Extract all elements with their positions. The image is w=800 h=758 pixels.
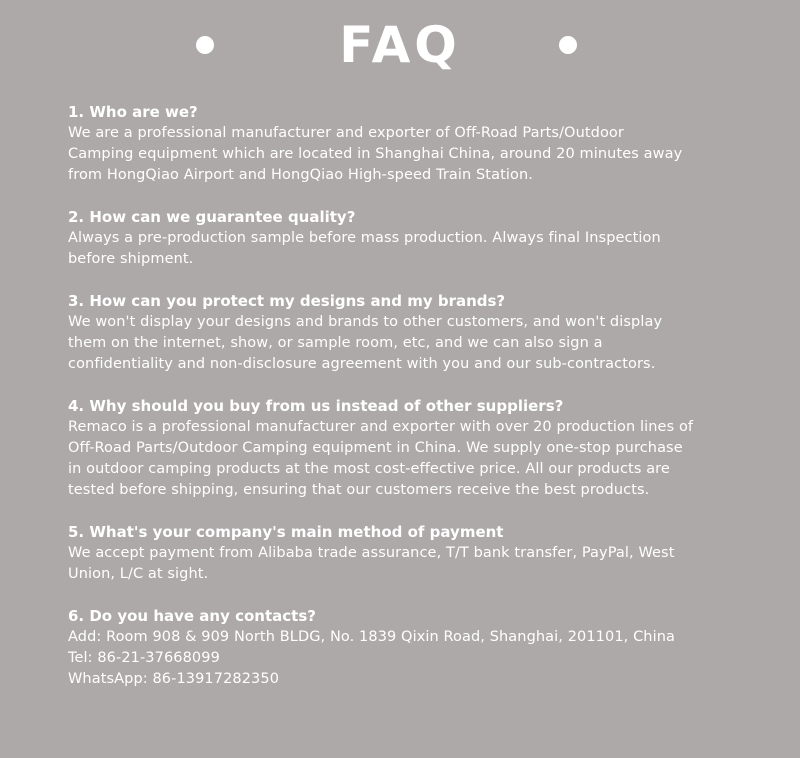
faq-item-protect-designs: [68, 291, 748, 375]
faq-question: 2. How can we guarantee quality?: [68, 208, 356, 226]
faq-answer-line: tested before shipping, ensuring that our customers receive the best products.: [68, 482, 650, 498]
faq-item-who-are-we: [68, 102, 748, 186]
contact-address: Add: Room 908 & 909 North BLDG, No. 1839 Qixin Road, Shanghai, 201101, China: [68, 629, 675, 645]
faq-answer-line: Always a pre-production sample before mass production. Always final Inspection: [68, 230, 661, 246]
faq-answer-line: Union, L/C at sight.: [68, 566, 209, 582]
faq-question: 4. Why should you buy from us instead of other suppliers?: [68, 397, 564, 415]
page-title: FAQ: [339, 16, 461, 74]
faq-answer-line: confidentiality and non-disclosure agreement with you and our sub-contractors.: [68, 356, 656, 372]
faq-answer-line: We accept payment from Alibaba trade assurance, T/T bank transfer, PayPal, West: [68, 545, 675, 561]
faq-header: [0, 0, 800, 90]
faq-answer-line: in outdoor camping products at the most cost-effective price. All our products are: [68, 461, 670, 477]
contact-whatsapp: WhatsApp: 86-13917282350: [68, 671, 280, 687]
faq-item-payment: [68, 522, 748, 585]
faq-answer-line: from HongQiao Airport and HongQiao High-speed Train Station.: [68, 167, 533, 183]
dot-icon-right: [559, 36, 577, 54]
faq-item-quality: [68, 207, 748, 270]
faq-question: 6. Do you have any contacts?: [68, 607, 316, 625]
faq-item-why-us: [68, 396, 748, 501]
faq-question: 1. Who are we?: [68, 103, 198, 121]
faq-answer-line: before shipment.: [68, 251, 194, 267]
contact-phone: Tel: 86-21-37668099: [68, 650, 220, 666]
faq-answer-line: Remaco is a professional manufacturer and exporter with over 20 production lines of: [68, 419, 694, 435]
faq-answer-line: Camping equipment which are located in Shanghai China, around 20 minutes away: [68, 146, 683, 162]
faq-answer-line: Off-Road Parts/Outdoor Camping equipment in China. We supply one-stop purchase: [68, 440, 683, 456]
faq-answer-line: them on the internet, show, or sample room, etc, and we can also sign a: [68, 335, 603, 351]
faq-question: 3. How can you protect my designs and my brands?: [68, 292, 506, 310]
faq-answer-line: We are a professional manufacturer and exporter of Off-Road Parts/Outdoor: [68, 125, 624, 141]
faq-item-contacts: [68, 606, 748, 690]
faq-question: 5. What's your company's main method of payment: [68, 523, 504, 541]
faq-answer-line: We won't display your designs and brands to other customers, and won't display: [68, 314, 663, 330]
faq-list: [68, 102, 748, 711]
